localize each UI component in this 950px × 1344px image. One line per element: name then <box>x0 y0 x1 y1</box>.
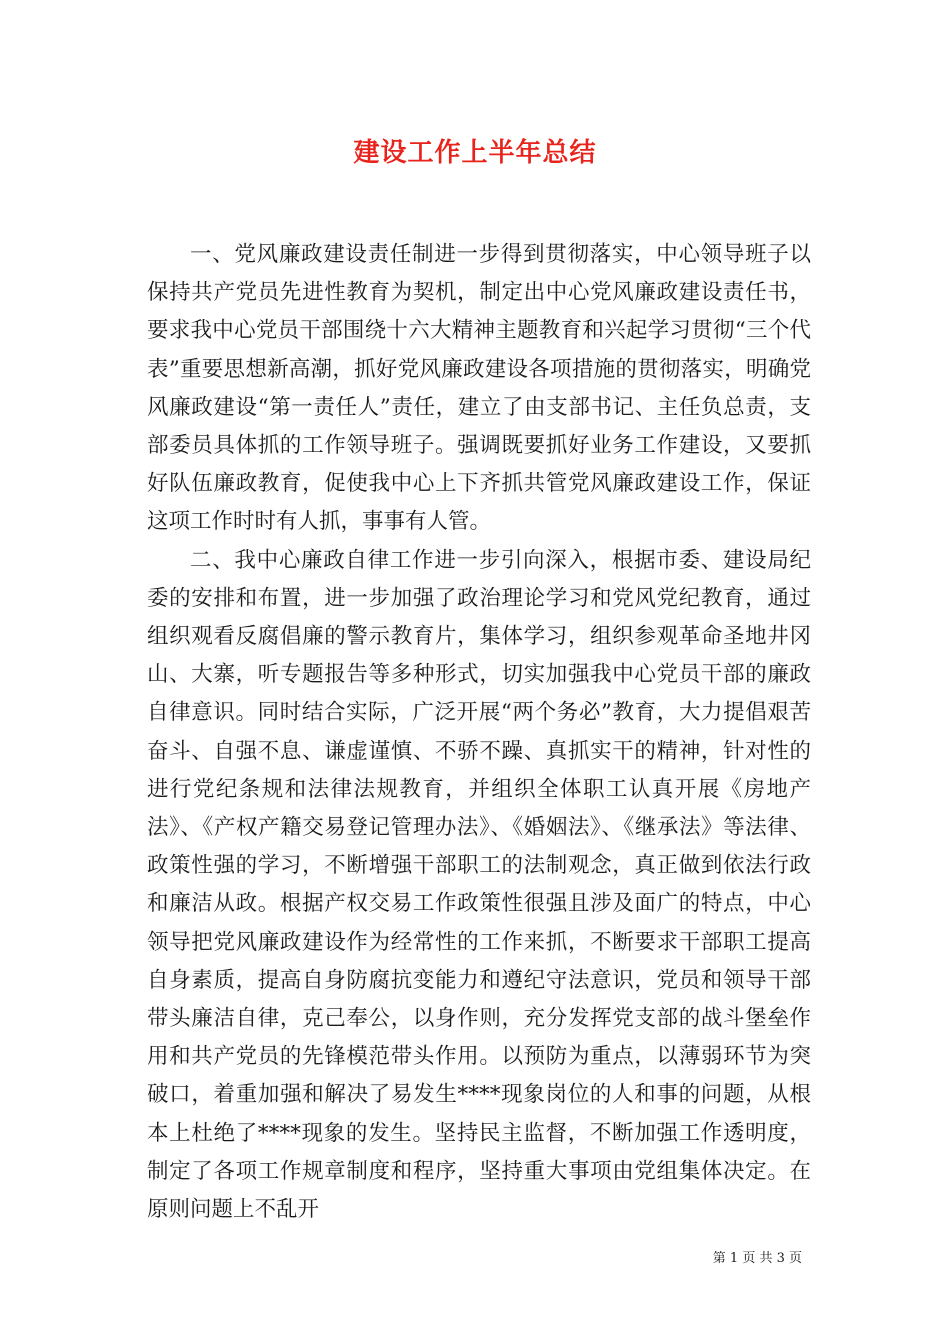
paragraph-1: 一、党风廉政建设责任制进一步得到贯彻落实，中心领导班子以保持共产党员先进性教育为契机，制定出中心党风廉政建设责任书，要求我中心党员干部围绕十六大精神主题教育和兴起学习贯彻“三个代表”重要思想新高潮，抓好党风廉政建设各项措施的贯彻落实，明确党风廉政建设“第一责任人”责任，建立了由支部书记、主任负总责，支部委员具体抓的工作领导班子。强调既要抓好业务工作建设，又要抓好队伍廉政教育，促使我中心上下齐抓共管党风廉政建设工作，保证这项工作时时有人抓，事事有人管。 <box>147 242 811 535</box>
paragraph-2: 二、我中心廉政自律工作进一步引向深入，根据市委、建设局纪委的安排和布置，进一步加强了政治理论学习和党风党纪教育，通过组织观看反腐倡廉的警示教育片，集体学习，组织参观革命圣地井冈山、大寨，听专题报告等多种形式，切实加强我中心党员干部的廉政自律意识。同时结合实际，广泛开展“两个务必”教育，大力提倡艰苦奋斗、自强不息、谦虚谨慎、不骄不躁、真抓实干的精神，针对性的进行党纪条规和法律法规教育，并组织全体职工认真开展《房地产法》、《产权产籍交易登记管理办法》、《婚姻法》、《继承法》等法律、政策性强的学习，不断增强干部职工的法制观念，真正做到依法行政和廉洁从政。根据产权交易工作政策性很强且涉及面广的特点，中心领导把党风廉政建设作为经常性的工作来抓，不断要求干部职工提高自身素质，提高自身防腐抗变能力和遵纪守法意识，党员和领导干部带头廉洁自律，克己奉公，以身作则，充分发挥党支部的战斗堡垒作用和共产党员的先锋模范带头作用。以预防为重点，以薄弱环节为突破口，着重加强和解决了易发生****现象岗位的人和事的问题，从根本上杜绝了****现象的发生。坚持民主监督，不断加强工作透明度，制定了各项工作规章制度和程序，坚持重大事项由党组集体决定。在原则问题上不乱开 <box>147 547 811 1223</box>
page-number-footer: 第 1 页 共 3 页 <box>712 1251 802 1266</box>
document-title: 建设工作上半年总结 <box>353 138 597 168</box>
document-body <box>147 236 811 1229</box>
